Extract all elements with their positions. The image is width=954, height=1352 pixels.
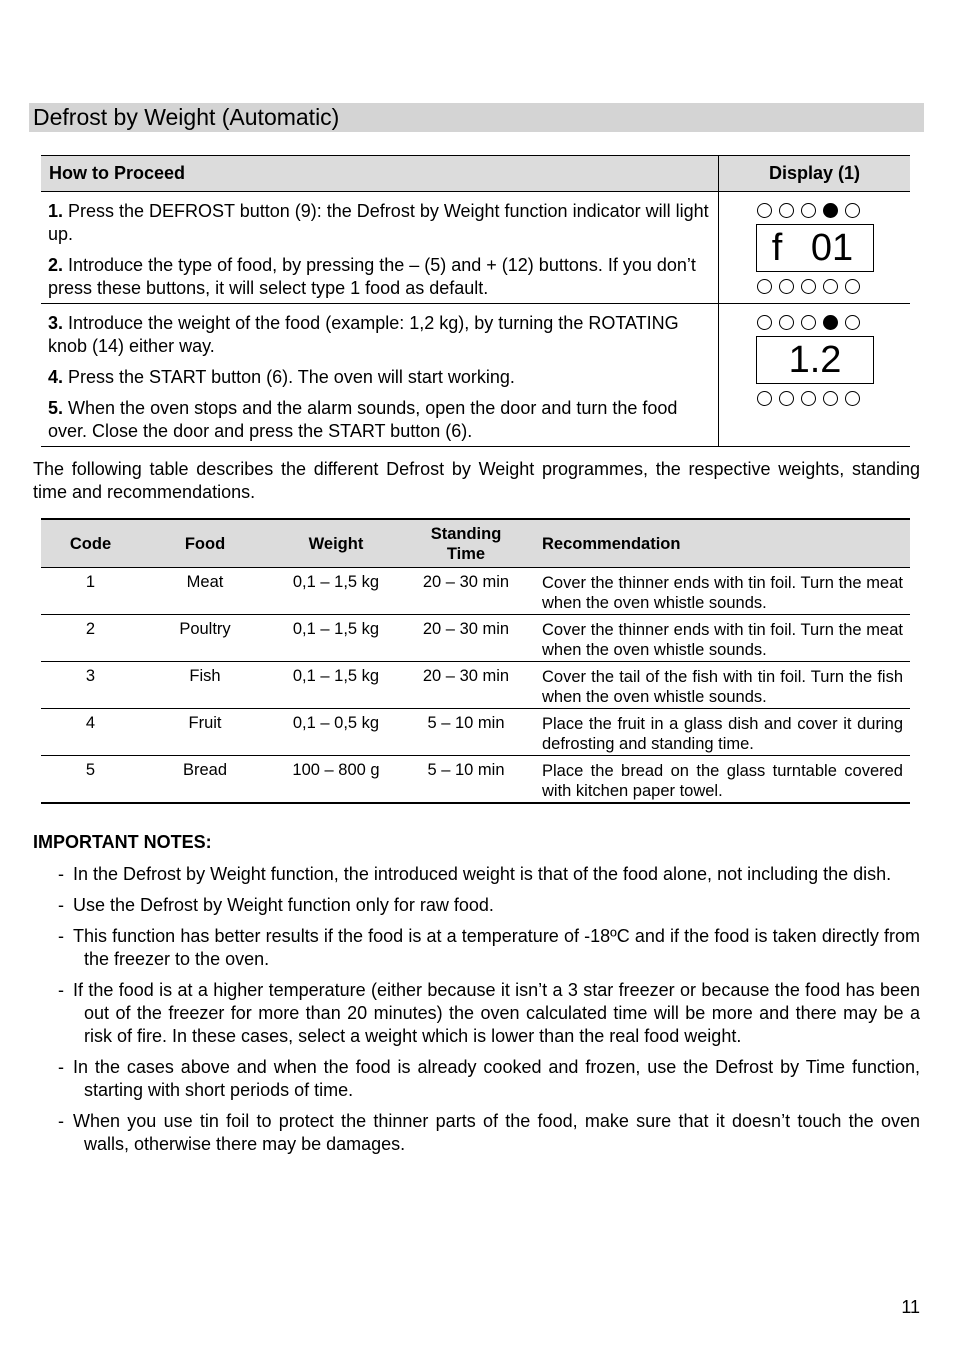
note-text: In the Defrost by Weight function, the introduced weight is that of the food alone, not including the dish. (73, 864, 892, 884)
indicator-light (823, 391, 838, 406)
note-text: If the food is at a higher temperature (either because it isn’t a 3 star freezer or because the food has been out of the freezer for more than 20 minutes) the oven calculated time will be more and there may be a risk of fire. In these cases, select a weight which is lower than the real food weight. (73, 980, 920, 1046)
page-number: 11 (901, 1297, 920, 1317)
programme-row (41, 709, 910, 756)
note-text: Use the Defrost by Weight function only for raw food. (73, 895, 494, 915)
recommendation-cell: Place the bread on the glass turntable covered with kitchen paper towel. (530, 756, 910, 804)
recommendation-cell: Cover the thinner ends with tin foil. Turn the meat when the oven whistle sounds. (530, 615, 910, 662)
procedure-row (41, 304, 910, 447)
display-screen (756, 224, 874, 272)
intro-paragraph: The following table describes the different Defrost by Weight programmes, the respective weights, standing time and recommendations. (33, 459, 920, 502)
step-1: 1. Press the DEFROST button (9): the Defrost by Weight function indicator will light up. (48, 201, 709, 244)
dash-bullet-icon: - (58, 895, 64, 915)
procedure-row (41, 192, 910, 304)
indicator-light (757, 391, 772, 406)
standing-time-cell: 20 – 30 min (402, 615, 530, 662)
note-item (33, 979, 920, 1048)
important-notes-title: IMPORTANT NOTES: (33, 832, 212, 852)
note-item (33, 863, 920, 886)
indicator-light (757, 203, 772, 218)
how-to-proceed-header: How to Proceed (41, 156, 719, 192)
step-2: 2. Introduce the type of food, by pressing the – (5) and + (12) buttons. If you don’t press these buttons, it will select type 1 food as default. (48, 255, 696, 298)
programmes-table (41, 518, 910, 804)
indicator-lights-bottom (757, 388, 910, 408)
code-cell: 2 (41, 615, 140, 662)
standing-time-cell: 5 – 10 min (402, 709, 530, 756)
code-header: Code (41, 519, 140, 568)
dash-bullet-icon: - (58, 864, 64, 884)
display-weight: 1.2 (788, 339, 842, 381)
programme-row (41, 615, 910, 662)
note-item (33, 894, 920, 917)
code-cell: 4 (41, 709, 140, 756)
indicator-light (845, 315, 860, 330)
food-cell: Poultry (140, 615, 270, 662)
dash-bullet-icon: - (58, 1057, 64, 1077)
food-cell: Meat (140, 568, 270, 615)
weight-cell: 100 – 800 g (270, 756, 402, 804)
indicator-light (757, 279, 772, 294)
weight-cell: 0,1 – 0,5 kg (270, 709, 402, 756)
indicator-lights-top (757, 200, 910, 220)
display-illustration (719, 304, 911, 447)
programme-row (41, 568, 910, 615)
note-item (33, 925, 920, 971)
note-text: This function has better results if the food is at a temperature of -18ºC and if the food is taken directly from the freezer to the oven. (73, 926, 920, 969)
note-text: In the cases above and when the food is already cooked and frozen, use the Defrost by Time function, starting with short periods of time. (73, 1057, 920, 1100)
note-item (33, 1056, 920, 1102)
standing-time-header: Standing Time (402, 519, 530, 568)
indicator-light-active (823, 315, 838, 330)
indicator-light (779, 203, 794, 218)
indicator-light (779, 391, 794, 406)
step-4: 4. Press the START button (6). The oven will start working. (48, 367, 515, 387)
procedure-steps (41, 192, 719, 304)
code-cell: 5 (41, 756, 140, 804)
indicator-light (801, 391, 816, 406)
dash-bullet-icon: - (58, 980, 64, 1000)
dash-bullet-icon: - (58, 1111, 64, 1131)
important-notes-list (33, 863, 920, 1164)
indicator-light (845, 203, 860, 218)
weight-cell: 0,1 – 1,5 kg (270, 662, 402, 709)
indicator-lights-bottom (757, 276, 910, 296)
food-header: Food (140, 519, 270, 568)
standing-time-cell: 20 – 30 min (402, 662, 530, 709)
indicator-lights-top (757, 312, 910, 332)
step-5: 5. When the oven stops and the alarm sounds, open the door and turn the food over. Close the door and press the START button (6). (48, 398, 678, 441)
recommendation-cell: Cover the tail of the fish with tin foil. Turn the fish when the oven whistle sounds. (530, 662, 910, 709)
indicator-light (757, 315, 772, 330)
section-title: Defrost by Weight (Automatic) (29, 103, 924, 132)
display-header: Display (1) (719, 156, 911, 192)
weight-cell: 0,1 – 1,5 kg (270, 568, 402, 615)
note-text: When you use tin foil to protect the thinner parts of the food, make sure that it doesn’t touch the oven walls, otherwise there may be damages. (73, 1111, 920, 1154)
food-cell: Fish (140, 662, 270, 709)
indicator-light (845, 391, 860, 406)
display-illustration (719, 192, 911, 304)
programme-row (41, 756, 910, 804)
recommendation-cell: Place the fruit in a glass dish and cover it during defrosting and standing time. (530, 709, 910, 756)
dash-bullet-icon: - (58, 926, 64, 946)
step-3: 3. Introduce the weight of the food (example: 1,2 kg), by turning the ROTATING knob (14) either way. (48, 313, 679, 356)
recommendation-cell: Cover the thinner ends with tin foil. Turn the meat when the oven whistle sounds. (530, 568, 910, 615)
indicator-light (823, 279, 838, 294)
standing-time-cell: 20 – 30 min (402, 568, 530, 615)
weight-cell: 0,1 – 1,5 kg (270, 615, 402, 662)
procedure-table (41, 155, 910, 447)
note-item (33, 1110, 920, 1156)
indicator-light (845, 279, 860, 294)
code-cell: 1 (41, 568, 140, 615)
food-cell: Bread (140, 756, 270, 804)
display-screen (756, 336, 874, 384)
weight-header: Weight (270, 519, 402, 568)
procedure-steps (41, 304, 719, 447)
food-cell: Fruit (140, 709, 270, 756)
indicator-light-active (823, 203, 838, 218)
indicator-light (779, 279, 794, 294)
indicator-light (801, 315, 816, 330)
code-cell: 3 (41, 662, 140, 709)
recommendation-header: Recommendation (530, 519, 910, 568)
indicator-light (801, 203, 816, 218)
indicator-light (779, 315, 794, 330)
display-food-type: 01 (810, 227, 854, 269)
standing-time-cell: 5 – 10 min (402, 756, 530, 804)
programme-row (41, 662, 910, 709)
indicator-light (801, 279, 816, 294)
display-food-symbol: f (771, 227, 783, 269)
